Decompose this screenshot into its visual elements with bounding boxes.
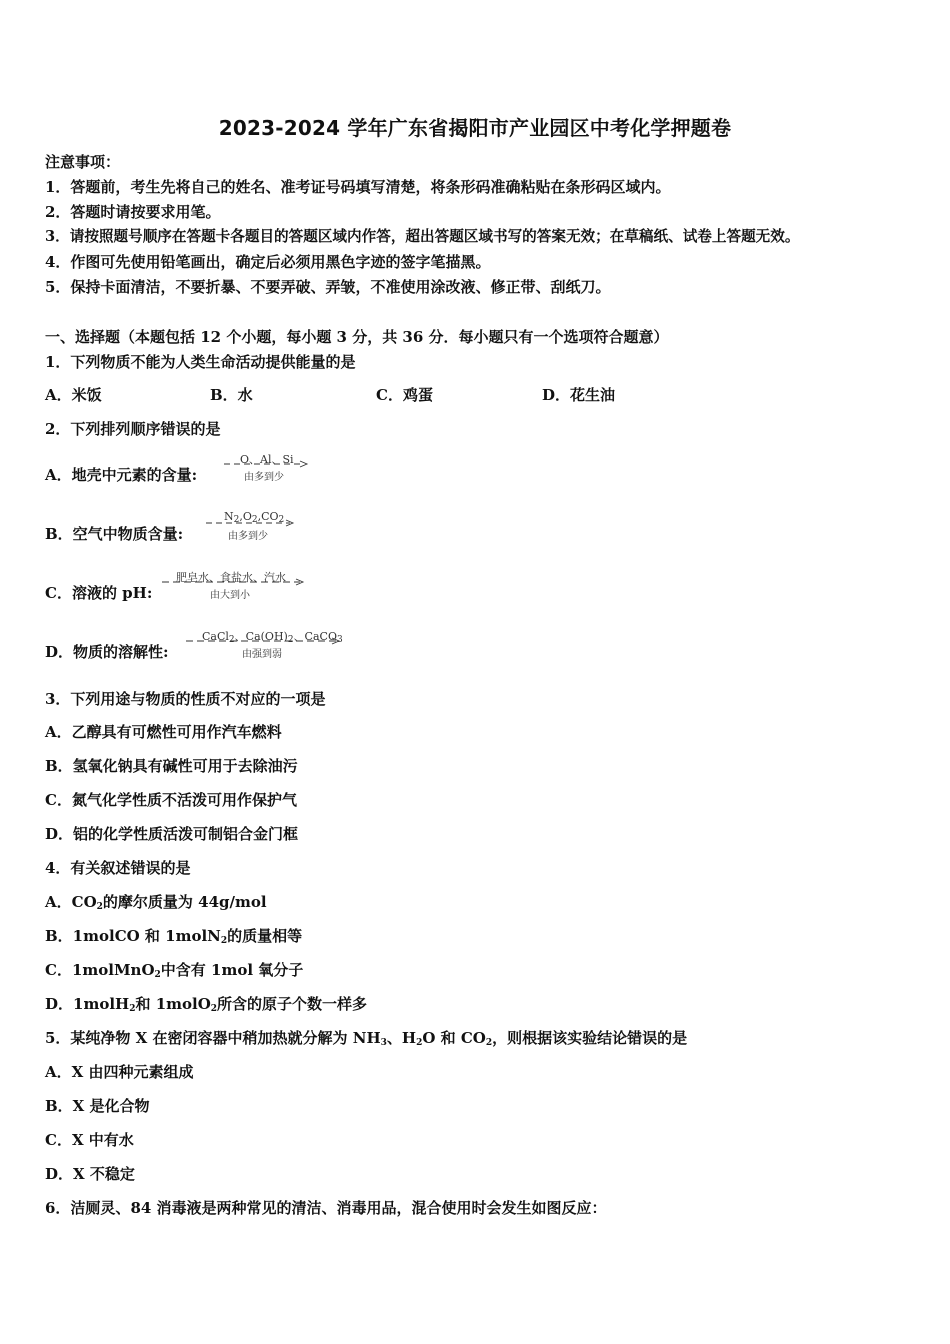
q2-option-a-sequence: O、Al、Si (240, 453, 294, 466)
q2-option-d-arrow (186, 629, 346, 659)
q2-option-c-order: 由大到小 (210, 590, 250, 601)
q1-stem: 1．下列物质不能为人类生命活动提供能量的是 (45, 353, 356, 371)
q1-option-a: A．米饭 (45, 386, 102, 404)
q2-option-a-arrow (224, 452, 314, 482)
q5-option-c: C．X 中有水 (45, 1131, 134, 1149)
notice-item-3: 3．请按照题号顺序在答题卡各题目的答题区域内作答，超出答题区域书写的答案无效；在草稿纸、试卷上答题无效。 (45, 228, 800, 245)
q2-option-b-order: 由多到少 (228, 531, 268, 542)
q3-option-c: C．氮气化学性质不活泼可用作保护气 (45, 791, 297, 809)
q4-option-d: D．1molH$_2$和 1molO$_2$所含的原子个数一样多 (45, 995, 368, 1014)
q2-option-c-sequence: 肥皂水、食盐水、汽水 (176, 571, 286, 584)
q2-option-d-sequence: CaCl$_2$、$Ca(OH)_2$、CaCO$_3$ (202, 630, 343, 645)
q6-stem: 6．洁厕灵、84 消毒液是两种常见的清洁、消毒用品，混合使用时会发生如图反应： (45, 1199, 607, 1217)
q5-option-a: A．X 由四种元素组成 (45, 1063, 194, 1081)
q4-option-a: A．$CO_2$的摩尔质量为 44g/mol (45, 893, 267, 912)
q1-option-d: D．花生油 (542, 386, 616, 404)
notice-item-5: 5．保持卡面清洁，不要折暴、不要弄破、弄皱，不准使用涂改液、修正带、刮纸刀。 (45, 278, 611, 296)
q5-option-b: B．X 是化合物 (45, 1097, 150, 1115)
notice-heading: 注意事项： (45, 153, 121, 171)
section-heading: 一、选择题（本题包括 12 个小题，每小题 3 分，共 36 分．每小题只有一个选项符合题意） (45, 328, 669, 346)
q5-stem: 5．某纯净物 X 在密闭容器中稍加热就分解为 $NH_3$、$H_2O$ 和 $CO_2$，则根据该实验结论错误的是 (45, 1029, 688, 1048)
q4-option-c: C．1molMnO$_2$中含有 1mol 氧分子 (45, 961, 304, 980)
q2-option-b-arrow (206, 511, 298, 541)
q1-option-c: C．鸡蛋 (376, 386, 433, 404)
notice-item-4: 4．作图可先使用铅笔画出，确定后必须用黑色字迹的签字笔描黑。 (45, 253, 491, 271)
q2-option-a-order: 由多到少 (244, 472, 284, 483)
notice-item-2: 2．答题时请按要求用笔。 (45, 203, 221, 221)
q2-option-d-order: 由强到弱 (242, 649, 282, 660)
q3-option-d: D．铝的化学性质活泼可制铝合金门框 (45, 825, 299, 843)
q4-option-b: B．1molCO 和 1molN$_2$的质量相等 (45, 927, 303, 946)
q2-stem: 2．下列排列顺序错误的是 (45, 420, 221, 438)
q2-option-b-label: B．空气中物质含量: (45, 525, 184, 543)
q2-option-c-arrow (162, 570, 308, 600)
q2-option-d-label: D．物质的溶解性: (45, 643, 169, 661)
q2-option-c-label: C．溶液的 pH: (45, 584, 153, 602)
q3-stem: 3．下列用途与物质的性质不对应的一项是 (45, 690, 326, 708)
notice-item-1: 1．答题前，考生先将自己的姓名、准考证号码填写清楚，将条形码准确粘贴在条形码区域内。 (45, 178, 671, 196)
q5-option-d: D．X 不稳定 (45, 1165, 135, 1183)
q4-stem: 4．有关叙述错误的是 (45, 859, 191, 877)
q3-option-a: A．乙醇具有可燃性可用作汽车燃料 (45, 723, 282, 741)
q2-option-a-label: A．地壳中元素的含量: (45, 466, 198, 484)
page-title: 2023-2024 学年广东省揭阳市产业园区中考化学押题卷 (218, 116, 732, 140)
q2-option-b-sequence: $N_2,O_2,CO_2$ (224, 510, 285, 525)
q3-option-b: B．氢氧化钠具有碱性可用于去除油污 (45, 757, 298, 775)
q1-option-b: B．水 (210, 386, 253, 404)
